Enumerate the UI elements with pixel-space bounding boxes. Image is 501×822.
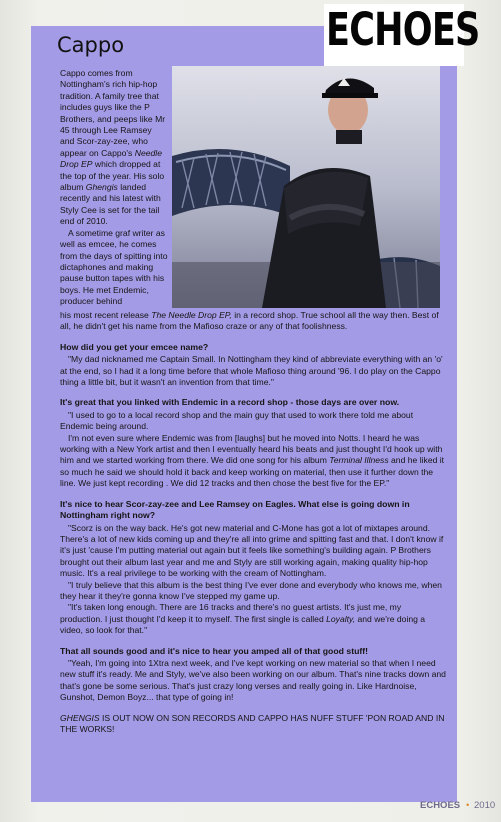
answer-4: "Yeah, I'm going into 1Xtra next week, and I've kept working on new material so that when I need new stuff it's ready. Me and Styly, we've also been working on our album. That's nine tracks down and that's gone be some serious. That's just crazy long verses and really going in. Like Hardnoise, Gunshot, Demon Boyz... that type of going in! [60,657,446,703]
answer-1: "My dad nicknamed me Captain Small. In Nottingham they kind of abbreviate everything with an 'o' at the end, so I had it a long time before that whole Mafioso thing around '96. I do play on the Cappo thing a little bit, but it wasn't an invention from that time." [60,354,443,388]
intro-text-1: Cappo comes from Nottingham's rich hip-hop tradition. A family tree that includes guys like the P Brothers, and peeps like Mr 45 through Lee Ramsey and Scor-zay-zee, who appear on Cappo's [60,68,166,158]
answer-2c-text: he liked it so much he said we should hold it back and keep working on material, then use it further down the line. We just kept recording . We did 12 tracks and then chose the best five for the EP." [60,455,445,489]
question-2: It's great that you linked with Endemic in a record shop - those days are over now. [60,397,400,408]
intro-ep-title: Needle Drop EP [60,147,162,170]
footer-year: 2010 [474,800,496,811]
intro-continuation [60,310,446,333]
closing-album: GHENGIS [60,712,100,723]
answer-2-album: Terminal Illness [329,455,389,466]
answer-2b [60,433,446,490]
intro-paragraph-2: A sometime graf writer as well as emcee, he comes from the days of spitting into dictaphones and making pause button tapes with his boys. He met Endemic, producer behind [60,227,168,307]
answer-3c-after: and we're doing a video, so look for that." [60,613,426,636]
article-body [60,310,446,735]
intro-text-1b: which dropped at the top of the year. His solo album [60,159,165,193]
footer-separator: • [466,800,470,811]
answer-3a: "Scorz is on the way back. He's got new material and C-Mone has got a lot of mixtapes around. There's a lot of new kids coming up and they're all into grime and spitting fast and that. I don't know if it's just 'cause I'm putting material out again but it feels like something's building again. P Brothers brought out their album last year and me and Styly are still working again, making quality hip-hop music. It's a real privilege to be working with the cream of Nottingham. [60,522,444,579]
closing-line [60,713,446,736]
closing-text: IS OUT NOW ON SON RECORDS AND CAPPO HAS NUFF STUFF 'PON ROAD AND IN THE WORKS! [60,712,445,734]
answer-2b-after: and [391,455,406,466]
artist-photo-illustration [172,66,440,308]
question-3: It's nice to hear Scor-zay-zee and Lee Ramsey on Eagles. What else is going down in Nottingham right now? [60,498,410,521]
answer-2b-text: I'm not even sure where Endemic was from [laughs] but he moved into Notts. I heard he was working with a New York artist and then I eventually heard his beats and just thought I'd hook up with him and we started working from there. We did one song for his album [60,432,443,466]
intro-text-1c: landed recently and his latest with Styly Cee is set for the tail end of 2010. [60,182,161,227]
question-4: That all sounds good and it's nice to hear you amped all of that good stuff! [60,645,369,656]
intro-paragraph-1 [60,68,168,228]
intro-album-title: Ghengis [85,182,118,193]
continuation-title: The Needle Drop EP, [151,310,232,320]
answer-3b: "I truly believe that this album is the best thing I've ever done and everybody who knows me, when they hear it they're gonna know I've stepped my game up. [60,579,442,601]
artist-photo [172,66,440,308]
intro-column [60,68,168,308]
continuation-text: his most recent release [60,310,149,320]
question-1: How did you get your emcee name? [60,341,209,352]
answer-3c [60,602,446,636]
footer-title: ECHOES [420,800,461,811]
article-headline: Cappo [57,33,125,57]
masthead-title: ECHOES [326,3,480,56]
answer-2a: "I used to go to a local record shop and the main guy that used to work there told me about Endemic being around. [60,409,414,432]
continuation-text-end: in a record shop. True school all the way then. Best of all, he didn't get his name from the Mafioso craze or any of that foolishness. [60,310,439,332]
answer-3c-text: "It's taken long enough. There are 16 tracks and there's no guest artists. It's just me, my production. I just thought I'd keep it to myself. The first single is called [60,602,402,624]
answer-3-single: Loyalty, [326,613,356,624]
